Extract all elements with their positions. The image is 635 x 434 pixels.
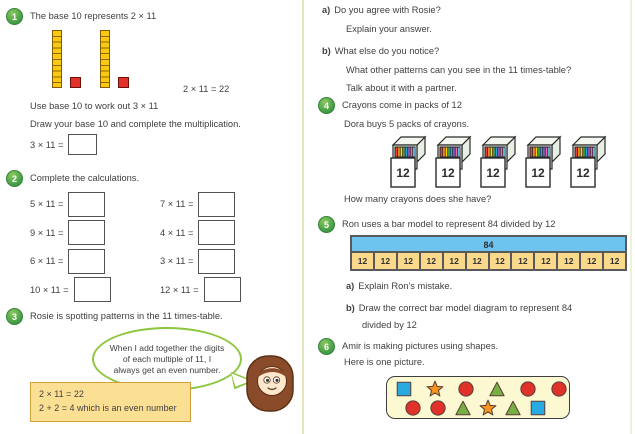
example-line-1: 2 × 11 = 22 [39,389,84,399]
equation-label: 7 × 11 = [160,199,194,210]
crayon-pack-count: 12 [576,166,590,180]
question-1-number-badge: 1 [6,8,23,25]
equation-label: 12 × 11 = [160,284,199,295]
square-shape-icon [529,399,547,417]
question-3-header [6,308,223,325]
calculation-item [160,219,241,248]
triangle-shape-icon [504,399,522,417]
bar-model-cell: 12 [398,253,421,269]
calculation-item [30,219,160,248]
equation-answer-box[interactable] [68,192,105,217]
triangle-shape-icon [488,380,506,398]
question-6-number-badge: 6 [318,338,335,355]
crayon-pack-count: 12 [396,166,410,180]
calculation-item [160,190,241,219]
equation-label: 9 × 11 = [30,227,64,238]
crayon-pack [433,132,473,190]
q3-part-a-sub: Explain your answer. [346,24,432,34]
q5-part-b-line2: divided by 12 [362,320,417,330]
q6-line-2: Here is one picture. [344,357,425,367]
ones-cube-icon [118,77,129,88]
q3-part-b-sub1: What other patterns can you see in the 11 times-table? [346,65,572,75]
bar-model [350,235,627,271]
question-3-number-badge: 3 [6,308,23,325]
equation-answer-box[interactable] [198,220,235,245]
q3-part-b [322,46,439,56]
star-shape-icon [479,399,497,417]
question-5-number-badge: 5 [318,216,335,233]
equation-label: 6 × 11 = [30,256,64,267]
bar-model-cell: 12 [421,253,444,269]
equation-answer-box[interactable] [74,277,111,302]
rosie-avatar [242,354,300,414]
equation-label: 3 × 11 = [160,256,194,267]
tens-rod-icon [52,30,62,88]
q1-answer-row [30,134,97,155]
question-6-header [318,338,498,355]
equation-answer-box[interactable] [68,249,105,274]
bar-model-cell: 12 [581,253,604,269]
bar-model-total: 84 [352,237,625,253]
q5-part-b-marker: b) [346,303,355,313]
equation-answer-box[interactable] [198,192,235,217]
base10-group [100,30,129,88]
q4-question: How many crayons does she have? [344,194,492,204]
example-line-2: 2 + 2 = 4 which is an even number [39,403,177,414]
q5-part-a-marker: a) [346,281,355,291]
q1-answer-box[interactable] [68,134,97,155]
calculation-item [160,276,241,305]
bar-model-cell: 12 [444,253,467,269]
bar-model-cell: 12 [490,253,513,269]
question-2-number-badge: 2 [6,170,23,187]
q1-equation-label: 3 × 11 = [30,139,64,150]
circle-shape-icon [550,380,568,398]
question-4-header [318,97,462,114]
equation-label: 10 × 11 = [30,284,69,295]
crayon-pack-count: 12 [441,166,455,180]
ones-cube-icon [70,77,81,88]
circle-shape-icon [429,399,447,417]
question-5-title: Ron uses a bar model to represent 84 divided by 12 [342,218,556,229]
crayon-pack [523,132,563,190]
q3-part-b-text: What else do you notice? [334,46,440,56]
star-shape-icon [426,380,444,398]
shapes-picture [386,376,570,419]
circle-shape-icon [457,380,475,398]
circle-shape-icon [519,380,537,398]
speech-bubble-text: When I add together the digits of each multiple of 11, I always get an even number. [109,342,225,375]
calculation-item [30,247,160,276]
q5-part-b [346,303,572,313]
crayon-packs-row [388,132,608,190]
example-box [30,382,191,422]
bar-model-cell: 12 [512,253,535,269]
crayon-pack-count: 12 [486,166,500,180]
q1-equation-caption: 2 × 11 = 22 [183,84,230,94]
column-divider [302,0,304,434]
question-1-header [6,8,156,25]
base10-blocks [52,30,129,88]
question-2-title: Complete the calculations. [30,172,140,183]
question-1-title: The base 10 represents 2 × 11 [30,10,157,21]
question-3-illustration [0,325,302,434]
crayon-pack [388,132,428,190]
bar-model-cell: 12 [467,253,490,269]
q3-part-a [322,5,441,15]
q4-line-2: Dora buys 5 packs of crayons. [344,119,470,129]
question-4-number-badge: 4 [318,97,335,114]
q1-instruction-1: Use base 10 to work out 3 × 11 [30,101,159,111]
triangle-shape-icon [454,399,472,417]
calculation-item [30,276,160,305]
bar-model-cells [352,253,625,269]
q5-part-a [346,281,452,291]
page-edge-line [630,0,632,434]
bar-model-cell: 12 [558,253,581,269]
q5-part-a-text: Explain Ron’s mistake. [358,281,453,291]
question-5-header [318,216,555,233]
calculation-item [30,190,160,219]
bar-model-cell: 12 [535,253,558,269]
tens-rod-icon [100,30,110,88]
bar-model-cell: 12 [375,253,398,269]
equation-answer-box[interactable] [204,277,241,302]
crayon-pack [568,132,608,190]
equation-answer-box[interactable] [68,220,105,245]
q5-part-b-text: Draw the correct bar model diagram to represent 84 [358,303,573,313]
crayon-pack [478,132,518,190]
shapes-row-2 [387,399,569,417]
bar-model-cell: 12 [604,253,625,269]
question-3-title: Rosie is spotting patterns in the 11 times-table. [30,310,223,321]
calculations-grid [30,190,241,304]
question-4-title: Crayons come in packs of 12 [342,99,462,110]
square-shape-icon [395,380,413,398]
q3-part-b-marker: b) [322,46,331,56]
q3-part-b-sub2: Talk about it with a partner. [346,83,457,93]
q3-part-a-text: Do you agree with Rosie? [334,5,441,15]
bar-model-cell: 12 [352,253,375,269]
q1-instruction-2: Draw your base 10 and complete the multiplication. [30,119,241,129]
equation-answer-box[interactable] [198,249,235,274]
calculation-item [160,247,241,276]
base10-group [52,30,81,88]
question-2-header [6,170,139,187]
q3-part-a-marker: a) [322,5,331,15]
crayon-pack-count: 12 [531,166,545,180]
circle-shape-icon [404,399,422,417]
equation-label: 4 × 11 = [160,227,194,238]
equation-label: 5 × 11 = [30,199,64,210]
shapes-row-1 [387,380,569,398]
question-6-title: Amir is making pictures using shapes. [342,340,499,351]
